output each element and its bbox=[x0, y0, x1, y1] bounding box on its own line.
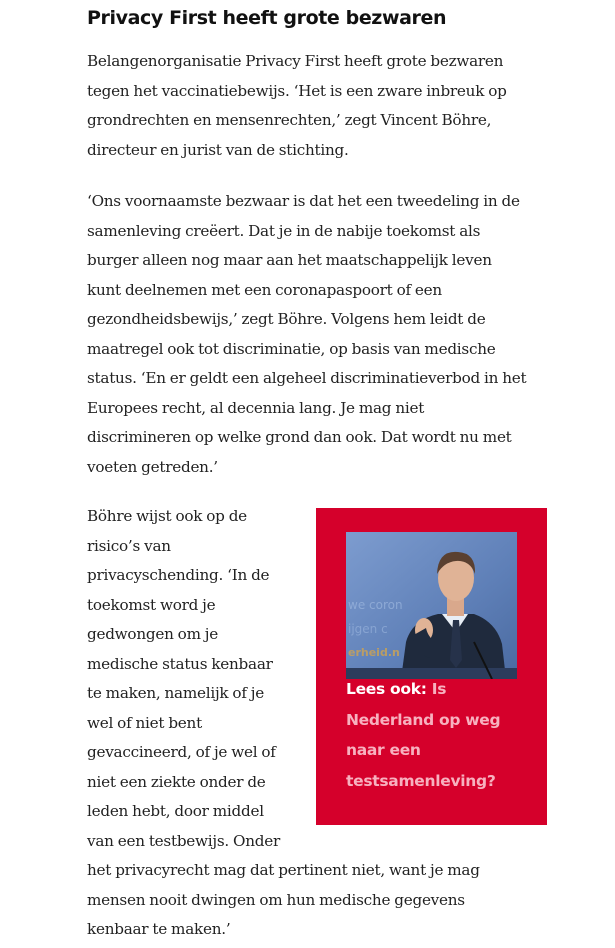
text-line: voeten getreden.’ bbox=[87, 457, 218, 476]
text-line: burger alleen nog maar aan het maatschappelijk leven bbox=[87, 251, 492, 269]
paragraph-intro bbox=[87, 47, 547, 165]
text-line: gevaccineerd, of je wel of bbox=[87, 743, 276, 761]
text-line: risico’s van bbox=[87, 536, 171, 555]
related-article-thumbnail[interactable] bbox=[346, 532, 517, 679]
related-article-box[interactable] bbox=[316, 508, 547, 825]
text-line: kunt deelnemen met een coronapaspoort of een bbox=[87, 280, 442, 299]
related-article-link[interactable] bbox=[346, 674, 541, 796]
text-line: Belangenorganisatie Privacy First heeft grote bezwaren bbox=[87, 52, 504, 70]
backdrop-text: erheid.n bbox=[348, 646, 400, 659]
text-line: maatregel ook tot discriminatie, op basis van medische bbox=[87, 339, 496, 358]
paragraph-quote bbox=[87, 187, 549, 482]
text-line: privacyschending. ‘In de bbox=[87, 566, 270, 584]
text-line: Böhre wijst ook op de bbox=[87, 507, 247, 525]
speaker-photo bbox=[346, 532, 517, 679]
text-line: het privacyrecht mag dat pertinent niet, want je mag bbox=[87, 861, 480, 879]
text-line: ‘Ons voornaamste bezwaar is dat het een tweedeling in de bbox=[87, 192, 520, 210]
text-line: kenbaar te maken.’ bbox=[87, 920, 231, 938]
text-line: grondrechten en mensenrechten,’ zegt Vincent Böhre, bbox=[87, 111, 492, 129]
backdrop-text: ijgen c bbox=[348, 622, 388, 636]
text-line: gedwongen om je bbox=[87, 625, 218, 643]
related-article-title-line[interactable]: naar een bbox=[346, 741, 421, 759]
text-line: leden hebt, door middel bbox=[87, 802, 264, 820]
text-line: discrimineren op welke grond dan ook. Dat wordt nu met bbox=[87, 428, 512, 446]
section-heading: Privacy First heeft grote bezwaren bbox=[87, 7, 447, 29]
text-line: directeur en jurist van de stichting. bbox=[87, 140, 349, 159]
text-line: van een testbewijs. Onder bbox=[87, 831, 280, 850]
text-line: toekomst word je bbox=[87, 595, 216, 614]
related-article-title-line[interactable]: Nederland op weg bbox=[346, 710, 501, 729]
text-line: status. ‘En er geldt een algeheel discriminatieverbod in het bbox=[87, 369, 527, 387]
text-line: tegen het vaccinatiebewijs. ‘Het is een zware inbreuk op bbox=[87, 81, 507, 100]
text-line: te maken, namelijk of je bbox=[87, 684, 264, 702]
text-line: Europees recht, al decennia lang. Je mag niet bbox=[87, 398, 425, 417]
read-also-label: Lees ook: bbox=[346, 680, 427, 698]
related-article-title-line[interactable]: Is bbox=[431, 680, 447, 698]
text-line: gezondheidsbewijs,’ zegt Böhre. Volgens hem leidt de bbox=[87, 310, 486, 328]
text-line: niet een ziekte onder de bbox=[87, 772, 266, 791]
text-line: mensen nooit dwingen om hun medische gegevens bbox=[87, 890, 465, 909]
related-article-title-line[interactable]: testsamenleving? bbox=[346, 771, 496, 790]
backdrop-text: we coron bbox=[348, 598, 403, 612]
text-line: samenleving creëert. Dat je in de nabije toekomst als bbox=[87, 221, 481, 240]
text-line: wel of niet bent bbox=[87, 713, 202, 732]
text-line: medische status kenbaar bbox=[87, 654, 273, 673]
